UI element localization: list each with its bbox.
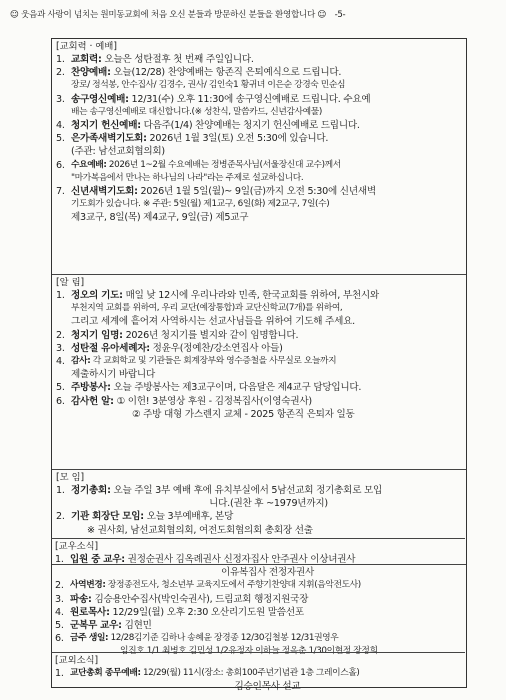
list-item: 6. 감사헌 알: ① 이헌! 3분영상 후원 - 김정복집사(이영숙권사) ② 주방 대형 가스렌지 교체 - 2025 항존직 은퇴자 일동	[56, 395, 355, 420]
section-title: [교외소식]	[55, 655, 99, 666]
list-item: 4. 원로목사: 12/29일(월) 오후 2:30 오산리기도원 말씀선포	[55, 606, 304, 618]
list-item: 1. 입원 중 교우: 권정순권사 김옥례권사 신정자집사 안주권사 이상녀권사 이유복집사 전정자권사	[55, 554, 356, 579]
list-item: 2. 사역변경: 장정종전도사, 청소년부 교육지도에서 주향기찬양대 지휘(음악전도사)	[55, 580, 361, 592]
list-item: 6. 수요예배: 2026년 1~2월 수요예배는 정병준목사님(서울장신대 교수)께서 "마가복음에서 만나는 하나님의 나라"라는 주제로 설교하십니다.	[56, 159, 341, 183]
list-item: 2. 찬양예배: 오늘(12/28) 찬양예배는 항존직 은퇴예식으로 드립니다. 장로/ 정석봉, 안수집사/ 김경수, 권사/ 김인숙1 황귀녀 이은순 강경숙 민순심	[56, 67, 346, 91]
list-item: 7. 신년새벽기도회: 2026년 1월 5일(월)~ 9일(금)까지 오전 5:30에 신년새벽 기도회가 있습니다. ※ 주관: 5일(월) 제1교구, 6일(화) 제2교구, 7일(수) 제3교구, 8일(목) 제4교구, 9일(금) 제5교구	[56, 186, 376, 224]
list-item: 1. 교단총회 종무예배: 12/29(월) 11시(장소: 총회100주년기념관 1층 그레이스홀) 김승인목사 설교	[55, 668, 360, 693]
list-item: 4. 감사: 각 교회학교 및 기관들은 회계장부와 영수증철을 사무실로 오늘까지 제출하시기 바랍니다	[56, 356, 337, 381]
list-item: 3. 파송: 김승용안수집사(박인숙권사), 드림교회 행정지원국장	[55, 593, 309, 605]
list-item: 1. 교회력: 오늘은 성탄절후 첫 번째 주일입니다.	[56, 54, 254, 65]
section-title: [교회력 · 예배]	[56, 41, 118, 52]
list-item: 5. 은가족새벽기도회: 2026년 1월 3일(토) 오전 5:30에 있습니다. (주관: 남선교회협의회)	[56, 133, 329, 158]
section-outside-news	[51, 652, 465, 693]
welcome-text: ☺ 웃음과 사랑이 넘치는 원미동교회에 처음 오신 분들과 방문하신 분들을 환영합니다 ☺	[10, 10, 327, 20]
page-number: -5-	[334, 10, 346, 20]
list-item: 5. 주방봉사: 오늘 주방봉사는 제3교구이며, 다음달은 제4교구 담당입니다.	[56, 382, 362, 394]
list-item: 6. 금주 생일: 12/28김기준 김하나 송혜윤 장경종 12/30김철봉 12/31권영우 임진호 1/1 최병호 김민성 1/2유정자 이하늘 정옥춘 1/30이현정 장정희	[55, 633, 378, 657]
section-notices	[52, 274, 466, 455]
section-title: [모 임]	[56, 472, 85, 483]
list-item: 3. 송구영신예배: 12/31(수) 오후 11:30에 송구영신예배로 드립니다. 수요예 배는 송구영신예배로 대신합니다.(※ 성찬식, 말씀카드, 신년감사예물)	[56, 93, 371, 117]
list-item: 2. 청지기 임명: 2026년 청지기를 별지와 같이 임명합니다.	[56, 329, 299, 341]
section-title: [알 림]	[56, 277, 85, 288]
list-item: 1. 정오의 기도: 매일 낮 12시에 우리나라와 민족, 한국교회를 위하여, 부천시와 부천지역 교회를 위하여, 우리 교단(예장통합)과 교단신학교(7개)를 위하여, 그리고 세계에 흩어져 사역하시는 선교사님들을 위하여 기도해 주세요.	[56, 290, 379, 328]
page-header	[10, 6, 496, 24]
list-item: 5. 군복무 교우: 김현민	[55, 620, 152, 632]
list-item: 3. 성탄절 유아세례자: 정윤우(정예찬/강소연집사 아들)	[56, 342, 283, 354]
section-church-calendar	[52, 39, 466, 256]
list-item: 2. 기관 회장단 모임: 오늘 3부예배후, 본당 ※ 권사회, 남선교회협의회, 여전도회협의회 총회장 선출	[56, 511, 313, 536]
list-item: 1. 정기총회: 오늘 주일 3부 예배 후에 유치부실에서 5남선교회 정기총회로 모입 니다.(권찬 후 ~1979년까지)	[56, 485, 383, 510]
section-title: [교우소식]	[55, 541, 99, 552]
list-item: 4. 청지기 헌신예배: 다음주(1/4) 찬양예배는 청지기 헌신예배로 드립니다.	[56, 120, 360, 132]
section-members-box	[51, 538, 465, 659]
